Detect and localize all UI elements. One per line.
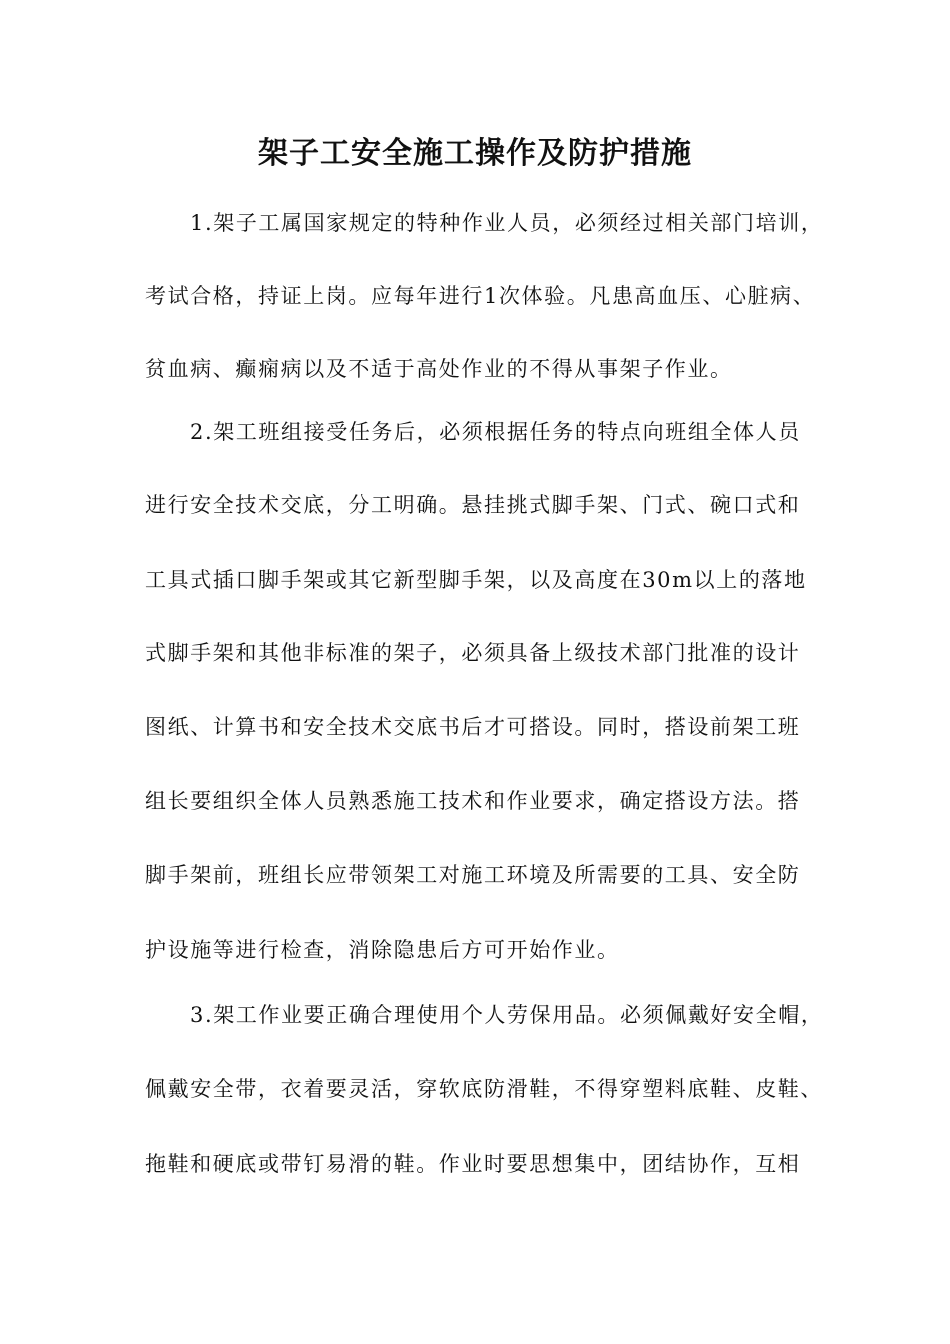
paragraph-1-line-3: 贫血病、癫痫病以及不适于高处作业的不得从事架子作业。	[145, 357, 733, 381]
paragraph-2-line-6: 组长要组织全体人员熟悉施工技术和作业要求，确定搭设方法。搭	[145, 789, 801, 813]
paragraph-3-line-2: 佩戴安全带，衣着要灵活，穿软底防滑鞋，不得穿塑料底鞋、皮鞋、	[145, 1077, 823, 1101]
paragraph-2-line-5: 图纸、计算书和安全技术交底书后才可搭设。同时，搭设前架工班	[145, 715, 801, 739]
paragraph-1-line-2: 考试合格，持证上岗。应每年进行1次体验。凡患高血压、心脏病、	[145, 284, 816, 308]
paragraph-2-line-8: 护设施等进行检查，消除隐患后方可开始作业。	[145, 938, 620, 962]
paragraph-2-line-2: 进行安全技术交底，分工明确。悬挂挑式脚手架、门式、碗口式和	[145, 493, 801, 517]
document-title: 架子工安全施工操作及防护措施	[258, 136, 692, 171]
paragraph-2-line-1: 2.架工班组接受任务后，必须根据任务的特点向班组全体人员	[190, 420, 801, 444]
paragraph-2-line-3: 工具式插口脚手架或其它新型脚手架，以及高度在30m以上的落地	[145, 568, 807, 592]
paragraph-2-line-4: 式脚手架和其他非标准的架子，必须具备上级技术部门批准的设计	[145, 641, 801, 665]
paragraph-1-line-1: 1.架子工属国家规定的特种作业人员，必须经过相关部门培训，	[190, 211, 824, 235]
paragraph-2-line-7: 脚手架前，班组长应带领架工对施工环境及所需要的工具、安全防	[145, 863, 801, 887]
paragraph-3-line-3: 拖鞋和硬底或带钉易滑的鞋。作业时要思想集中，团结协作，互相	[145, 1152, 801, 1176]
paragraph-3-line-1: 3.架工作业要正确合理使用个人劳保用品。必须佩戴好安全帽，	[190, 1003, 824, 1027]
